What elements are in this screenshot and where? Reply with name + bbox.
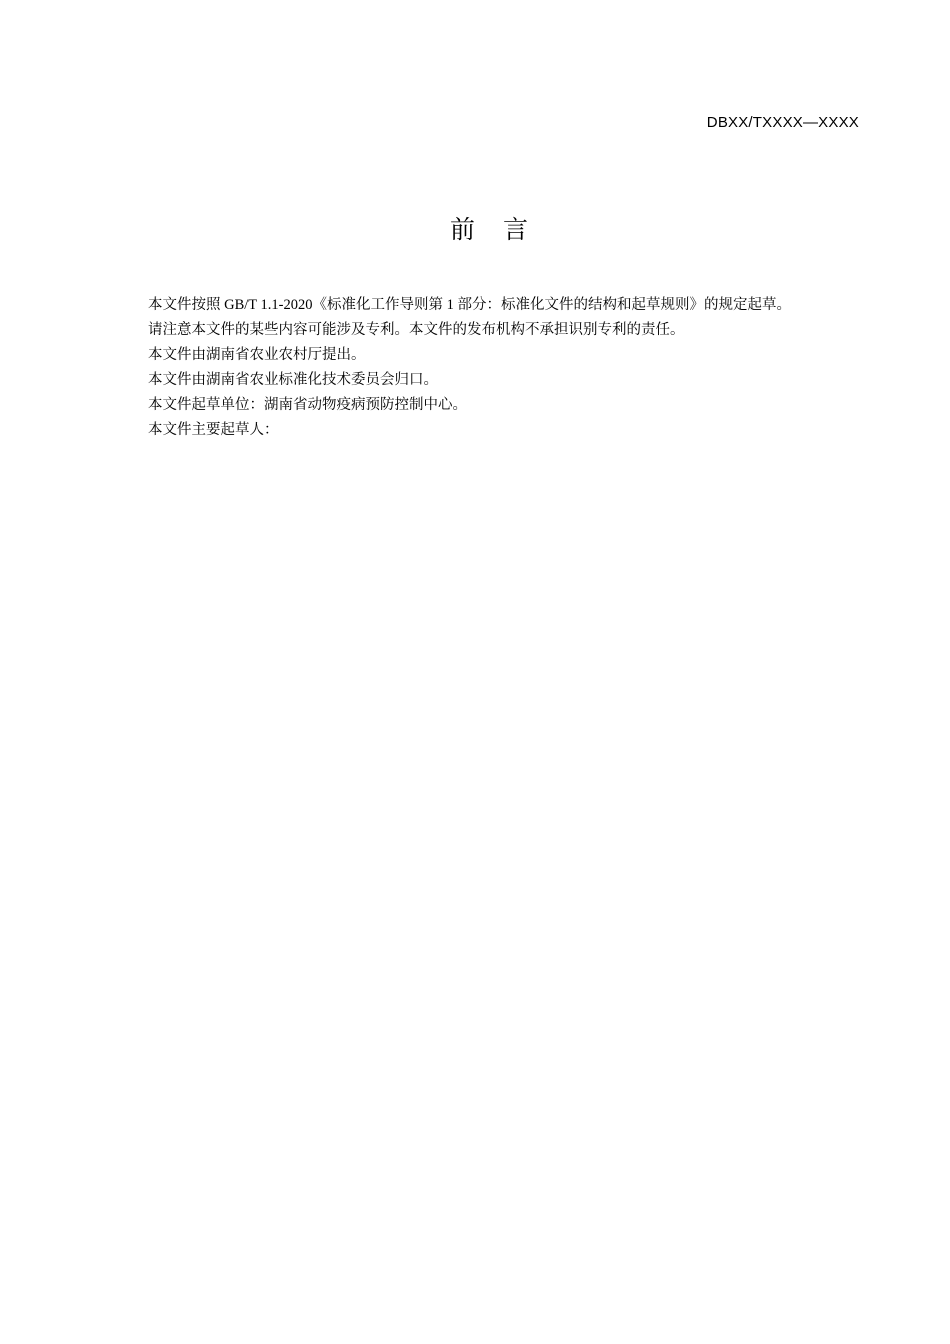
paragraph-proposer: 本文件由湖南省农业农村厅提出。 [148, 347, 366, 363]
document-code: DBXX/TXXXX—XXXX [706, 114, 859, 131]
page-title: 前言 [449, 215, 556, 244]
paragraph-drafting-basis: 本文件按照 GB/T 1.1-2020《标准化工作导则第 1 部分：标准化文件的结构和起草规则》的规定起草。 [148, 297, 791, 313]
paragraph-committee: 本文件由湖南省农业标准化技术委员会归口。 [148, 372, 438, 388]
paragraph-patent-notice: 请注意本文件的某些内容可能涉及专利。本文件的发布机构不承担识别专利的责任。 [148, 322, 685, 338]
preface-body [115, 293, 860, 443]
paragraph-main-drafters: 本文件主要起草人： [148, 422, 279, 438]
paragraph-drafting-unit: 本文件起草单位：湖南省动物疫病预防控制中心。 [148, 397, 467, 413]
